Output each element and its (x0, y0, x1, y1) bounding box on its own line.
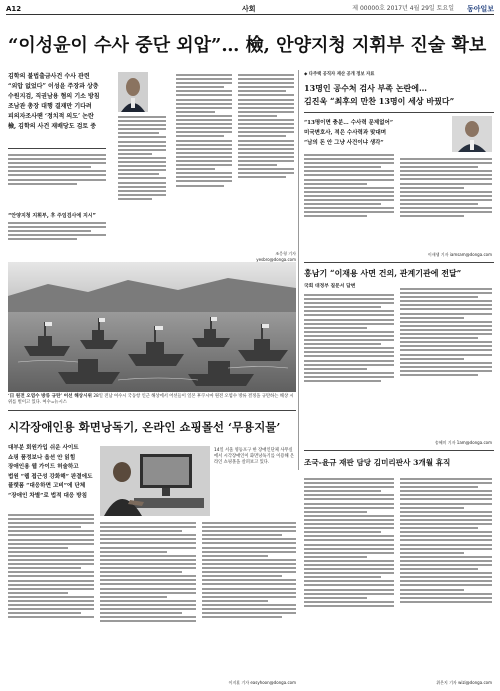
right-top-portrait (452, 116, 492, 152)
bottom-headline: 시각장애인용 화면낭독기, 온라인 쇼핑몰선 ‘무용지물’ (8, 420, 281, 434)
harbor-caption-credit: 여수=뉴시스 (42, 400, 67, 405)
right-mid-body-col2 (400, 286, 492, 436)
right-top-headline (304, 82, 494, 108)
right-top-headline-line1: 13명인 공수처 검사 부족 논란에… (304, 83, 428, 93)
deck-line: 수원지검, 직권남용 혐의 기소 방침 (8, 93, 100, 100)
right-mid-subhead: 국회 대정부 질문서 답변 (304, 284, 356, 289)
right-top-rule (304, 112, 494, 113)
bottom-body-col1 (8, 512, 94, 684)
bottom-right-body-col1 (304, 476, 394, 680)
issue-meta: 제 00000호 2017년 4월 29일 토요일 (352, 5, 454, 12)
right-top-body-col1 (304, 152, 394, 256)
screen-reader-photo (100, 446, 210, 516)
bottom-right-rule (304, 450, 494, 451)
harbor-caption-body: 28일 전남 여수시 국동항 인근 해상에서 어선들이 일본 후쿠시마 원전 오염수 방류 결정을 규탄하는 해상 시위를 벌이고 있다. (8, 394, 294, 405)
deck-line: 플랫폼 “대응하면 고비”에 단체 (8, 483, 86, 490)
right-top-quote (304, 118, 424, 148)
deck-divider (8, 148, 106, 149)
right-top-headline-line2: 김진욱 “최후의 만찬 13명이 세상 바꿨다” (304, 96, 455, 106)
bottom-right-headline: 조국-윤규 재판 담당 김미리판사 3개월 휴직 (304, 458, 451, 467)
bottom-deck (8, 444, 94, 502)
column-divider (298, 70, 299, 470)
main-body-col4 (238, 72, 294, 250)
bottom-byline: 이지훈 기자 easyhoon@donga.com (228, 680, 296, 685)
right-mid-rule (304, 262, 494, 263)
portrait-photo (118, 72, 148, 112)
deck-line: 대부분 회원가입 쉬운 사이트 (8, 445, 79, 451)
right-mid-headline: 홍남기 “이재용 사면 건의, 관계기관에 전달” (304, 268, 462, 278)
bottom-body-col2 (100, 520, 196, 684)
main-subhead: “안양지청 지휘부, 후 주임검사에 지시” (8, 213, 96, 219)
right-top-byline: 이새샘 기자 iamsam@donga.com (427, 252, 492, 257)
deck-line: 쇼핑 품정보나 옵션 안 읽힘 (8, 454, 76, 461)
page-header (6, 4, 494, 15)
screen-reader-caption: 14일 서울 영등포구 한 장애인단체 사무실에서 시각장애인이 화면낭독기를 이용해 온라인 쇼핑몰을 살펴보고 있다. (214, 448, 295, 465)
newspaper-brand: 동아일보 (466, 5, 494, 13)
bottom-right-byline: 위은지 기자 wizi@donga.com (436, 680, 492, 685)
harbor-protest-photo (8, 262, 296, 392)
main-body-col3 (176, 72, 232, 258)
harbor-caption (8, 394, 296, 406)
right-top-kicker: ◆ 다주택 공직자 재산 공개 정보 자료 (304, 72, 375, 77)
harbor-caption-title: ‘日 원전 오염수 방류 규탄’ 어선 해상시위 (8, 394, 92, 399)
main-body-col1 (8, 152, 106, 212)
page-number: A12 (6, 5, 22, 13)
main-body-col1b (8, 220, 106, 258)
deck-line: “장애인 차별”로 법적 대응 방침 (8, 492, 88, 499)
deck-line: “외압 없었다” 이성윤 주장과 상충 (8, 83, 99, 90)
right-mid-byline: 송혜미 기자 1am@donga.com (434, 440, 492, 445)
bottom-right-body-col2 (400, 476, 492, 676)
quote-line: 미국변호사, 적은 수사력과 맞대며 (304, 130, 387, 136)
deck-line: 피의자조사땐 ‘정치적 의도’ 논란 (8, 113, 94, 120)
quote-line: “남의 돈 안 그냥 사건이냐 생각” (304, 140, 384, 146)
right-mid-body-col1 (304, 292, 394, 442)
main-headline: “이성윤이 수사 중단 외압”… 檢, 안양지청 지휘부 진술 확보 (8, 35, 487, 56)
deck-line: 조남관 총장 대행 결재만 기다려 (8, 103, 92, 110)
deck-line: 檢, 김학의 사건 재배당도 검토 중 (8, 123, 97, 130)
right-top-body-col2 (400, 156, 492, 252)
bottom-body-col3 (202, 520, 296, 678)
deck-line: 장애인용 웹 가이드 허술하고 (8, 464, 79, 471)
main-body-col2 (118, 114, 166, 254)
main-deck (8, 72, 106, 132)
section-name: 사회 (242, 5, 256, 13)
quote-line: “13명이면 충분… 수사력 문제없어” (304, 120, 393, 126)
bottom-section-rule (8, 410, 296, 411)
deck-line: 김학의 불법출금사건 수사 관련 (8, 73, 90, 80)
deck-line: 법원 “웹 접근성 강화해” 판결에도 (8, 473, 93, 480)
main-byline: 조응형 기자 yesbro@donga.com (256, 251, 296, 262)
